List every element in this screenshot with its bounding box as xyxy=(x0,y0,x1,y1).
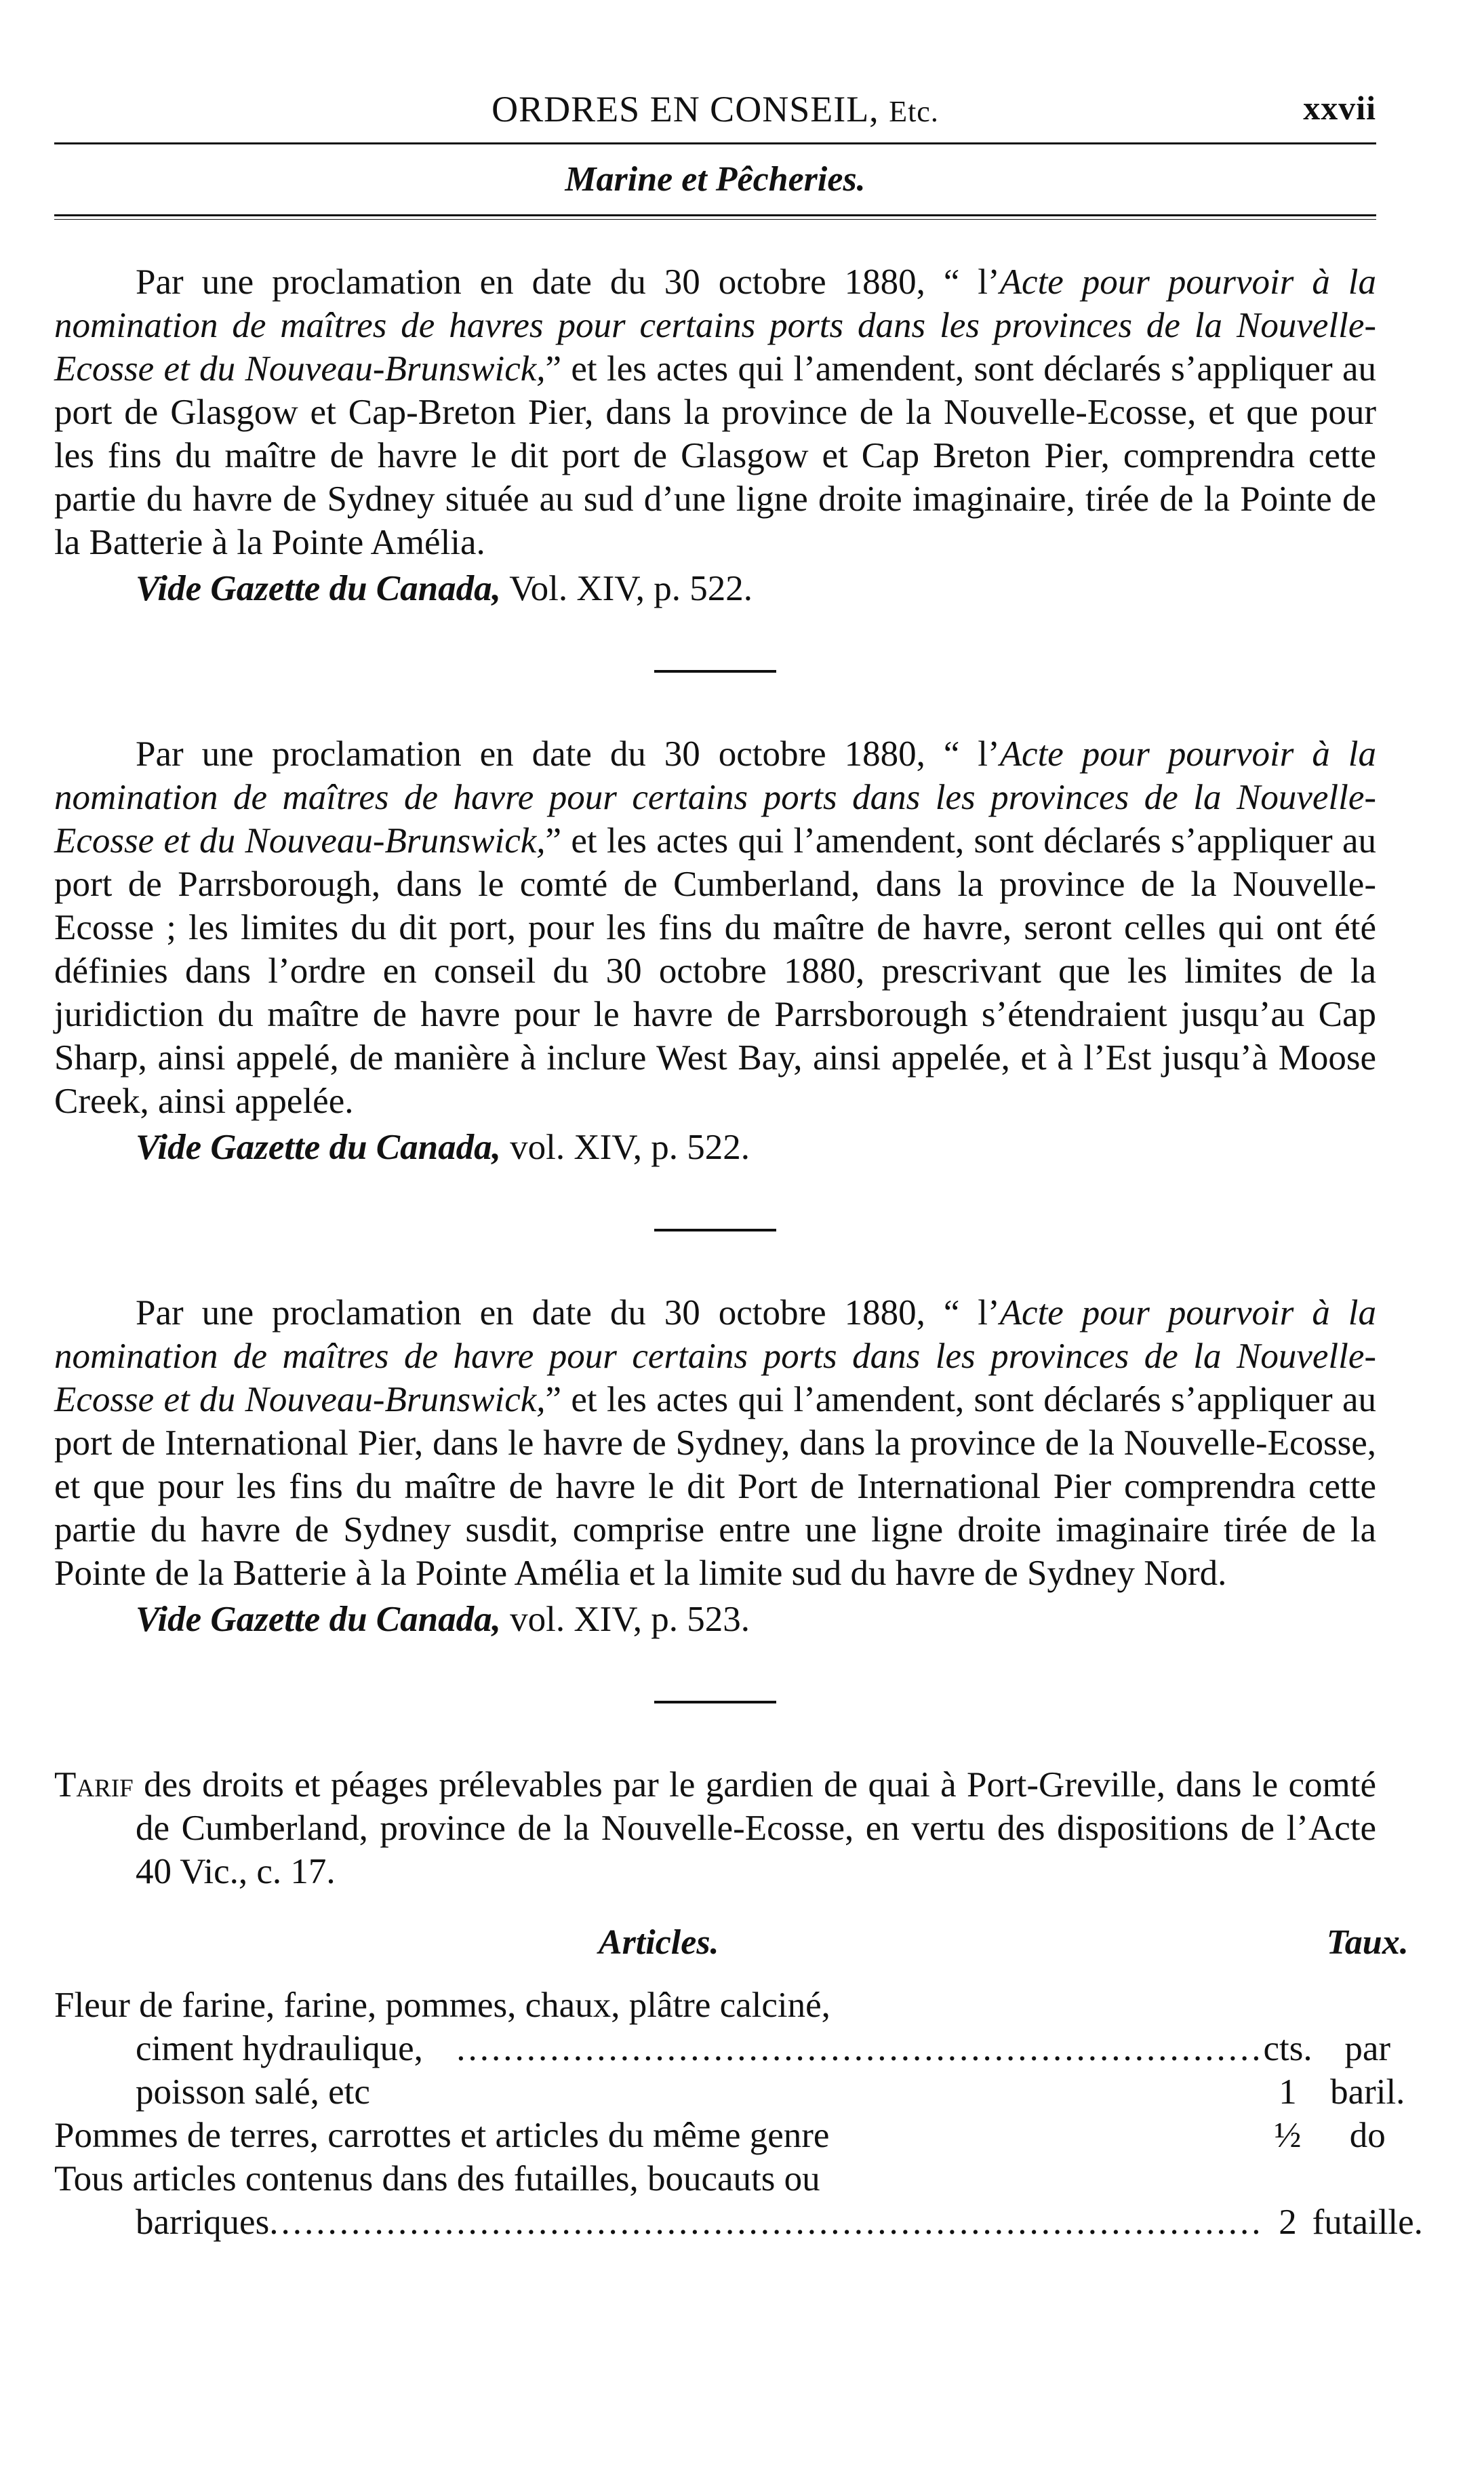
separator-rule xyxy=(654,1701,776,1703)
proclamation-text: Par une proclamation en date du 30 octobre 1880, “ l’Acte pour pourvoir à la nomination de maîtres de havres pour certains ports dans les provinces de la Nouvelle-Ecosse et du Nouveau-Brunswick,” et les actes qui l’amendent, sont déclarés s’appliquer au port de Glasgow et Cap-Breton Pier, dans la province de la Nouvelle-Ecosse, et que pour les fins du maître de havre le dit port de Glasgow et Cap Breton Pier, comprendra cette partie du havre de Sydney située au sud d’une ligne droite imaginaire, tirée de la Pointe de la Batterie à la Pointe Amélia. xyxy=(54,262,1376,562)
tarif-lead: Tarif xyxy=(54,1765,134,1805)
tarif-table xyxy=(54,1920,1423,2244)
dot-leader: ..................................................................... xyxy=(456,2029,1264,2068)
act-title: Acte pour pourvoir à la nomination de maîtres de havre pour certains ports dans les provinces de la Nouvelle-Ecosse et du Nouveau-Brunswick, xyxy=(54,1293,1376,1419)
header-title-main: ORDRES EN CONSEIL, xyxy=(492,89,879,130)
act-title: Acte pour pourvoir à la nomination de maîtres de havre pour certains ports dans les provinces de la Nouvelle-Ecosse et du Nouveau-Brunswick, xyxy=(54,734,1376,861)
proclamation-1 xyxy=(54,260,1376,610)
header-title-etc: Etc. xyxy=(889,95,939,128)
dot-leader: ..................................................................................... xyxy=(269,2203,1264,2242)
tarif-heading: Tarif des droits et péages prélevables par le gardien de quai à Port-Greville, dans le comté de Cumberland, province de la Nouvelle-Ecosse, en vertu des dispositions de l’Acte 40 Vic., c. 17. xyxy=(54,1765,1376,1891)
proclamation-3 xyxy=(54,1291,1376,1641)
proclamation-text: Par une proclamation en date du 30 octobre 1880, “ l’Acte pour pourvoir à la nomination de maîtres de havre pour certains ports dans les provinces de la Nouvelle-Ecosse et du Nouveau-Brunswick,” et les actes qui l’amendent, sont déclarés s’appliquer au port de Parrsborough, dans le comté de Cumberland, dans la province de la Nouvelle-Ecosse ; les limites du dit port, pour les fins du maître de havre, seront celles qui ont été définies dans l’ordre en conseil du 30 octobre 1880, prescrivant que les limites de la juridiction du maître de havre pour le havre de Parrsborough s’étendraient jusqu’au Cap Sharp, ainsi appelé, de manière à inclure West Bay, ainsi appelée, et à l’Est jusqu’à Moose Creek, ainsi appelée. xyxy=(54,734,1376,1121)
separator-rule xyxy=(654,670,776,673)
proclamation-text: Par une proclamation en date du 30 octobre 1880, “ l’Acte pour pourvoir à la nomination de maîtres de havre pour certains ports dans les provinces de la Nouvelle-Ecosse et du Nouveau-Brunswick,” et les actes qui l’amendent, sont déclarés s’appliquer au port de International Pier, dans le havre de Sydney, dans la province de la Nouvelle-Ecosse, et que pour les fins du maître de havre le dit Port de International Pier comprendra cette partie du havre de Sydney susdit, comprise entre une ligne droite imaginaire tirée de la Pointe de la Batterie à la Pointe Amélia et la limite sud du havre de Sydney Nord. xyxy=(54,1293,1376,1593)
separator-rule xyxy=(654,1229,776,1231)
table-row: Tous articles contenus dans des futailles, boucauts ou barriques ..................................................................................... 2 futaille. xyxy=(54,2157,1423,2244)
header-title xyxy=(54,88,1376,130)
table-header-row xyxy=(54,1920,1423,1984)
act-title: Acte pour pourvoir à la nomination de maîtres de havres pour certains ports dans les provinces de la Nouvelle-Ecosse et du Nouveau-Brunswick, xyxy=(54,262,1376,389)
gazette-reference: Vide Gazette du Canada, Vol. XIV, p. 522. xyxy=(136,569,753,608)
section-title: Marine et Pêcheries. xyxy=(565,160,866,199)
table-row: Pommes de terres, carrottes et articles du même genre ½ do xyxy=(54,2116,1386,2155)
running-header xyxy=(54,88,1376,142)
column-header-articles: Articles. xyxy=(598,1923,719,1962)
header-rule xyxy=(54,142,1376,144)
proclamation-2 xyxy=(54,732,1376,1169)
gazette-reference: Vide Gazette du Canada, vol. XIV, p. 522. xyxy=(136,1128,750,1167)
table-row: Fleur de farine, farine, pommes, chaux, plâtre calciné, ciment hydraulique, poisson salé, etc ..................................................................... cts. 1 par baril. xyxy=(54,1986,1405,2112)
page xyxy=(54,88,1423,2244)
column-header-taux: Taux. xyxy=(1326,1923,1409,1962)
gazette-reference: Vide Gazette du Canada, vol. XIV, p. 523. xyxy=(136,1600,750,1639)
page-number: xxvii xyxy=(1303,89,1376,127)
section-rule xyxy=(54,214,1376,220)
